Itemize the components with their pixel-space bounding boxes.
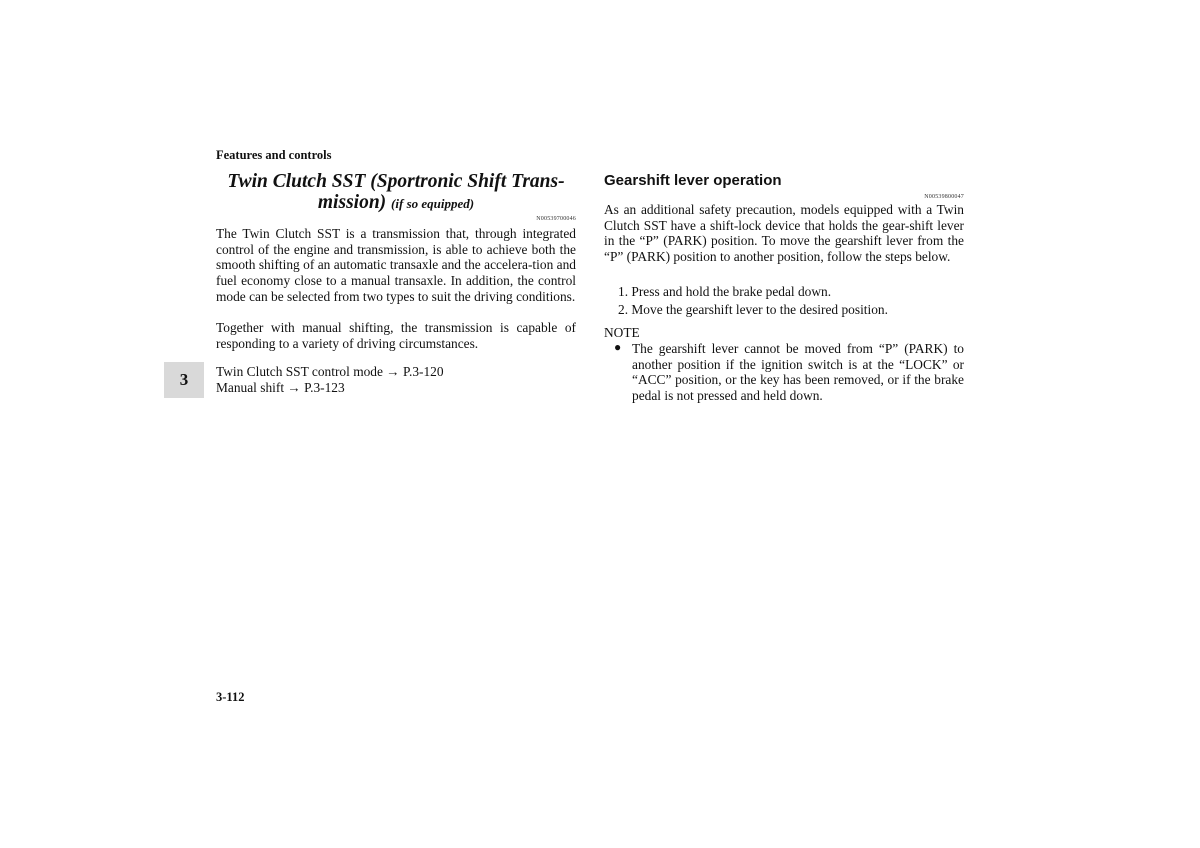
intro-paragraph: The Twin Clutch SST is a transmission that, through integrated control of the engine and transmission, is able to achieve both the smooth shifting of an automatic transaxle and the accelera-tion and fuel economy close to a manual transaxle. In addition, the control mode can be selected from two types to suit the driving conditions. [216,226,576,304]
steps-list [618,283,888,319]
note-label: NOTE [604,325,640,340]
second-paragraph: Together with manual shifting, the transmission is capable of responding to a variety of driving circumstances. [216,320,576,351]
reference-list [216,364,444,395]
bullet-icon: ● [614,340,622,354]
section-heading: Gearshift lever operation [604,172,782,189]
title-line-2-text: mission) [317,192,387,213]
step-item: 1. Press and hold the brake pedal down. [618,284,832,299]
reference-link-control-mode[interactable]: Twin Clutch SST control mode → P.3-120 [216,364,444,379]
gearshift-paragraph: As an additional safety precaution, models equipped with a Twin Clutch SST have a shift-lock device that holds the gear-shift lever in the “P” (PARK) position. To move the gearshift lever from the “P” (PARK) position to another position, follow the steps below. [604,202,964,265]
doc-code-right: N00539800047 [924,194,964,200]
doc-code-left: N00539700046 [536,216,576,222]
page-number: 3-112 [216,690,245,704]
reference-link-manual-shift[interactable]: Manual shift → P.3-123 [216,379,345,395]
title-line-2 [216,192,576,214]
chapter-tab: 3 [164,362,204,398]
title-line-1: Twin Clutch SST (Sportronic Shift Trans- [227,171,565,192]
note-text: The gearshift lever cannot be moved from “P” (PARK) to another position if the ignition switch is at the “LOCK” or “ACC” position, or the key has been removed, or if the brake pedal is not pressed and held down. [632,341,964,404]
step-item: 2. Move the gearshift lever to the desired position. [618,302,888,317]
section-header: Features and controls [216,148,332,162]
page-title [216,171,576,214]
title-suffix: (if so equipped) [391,196,475,211]
